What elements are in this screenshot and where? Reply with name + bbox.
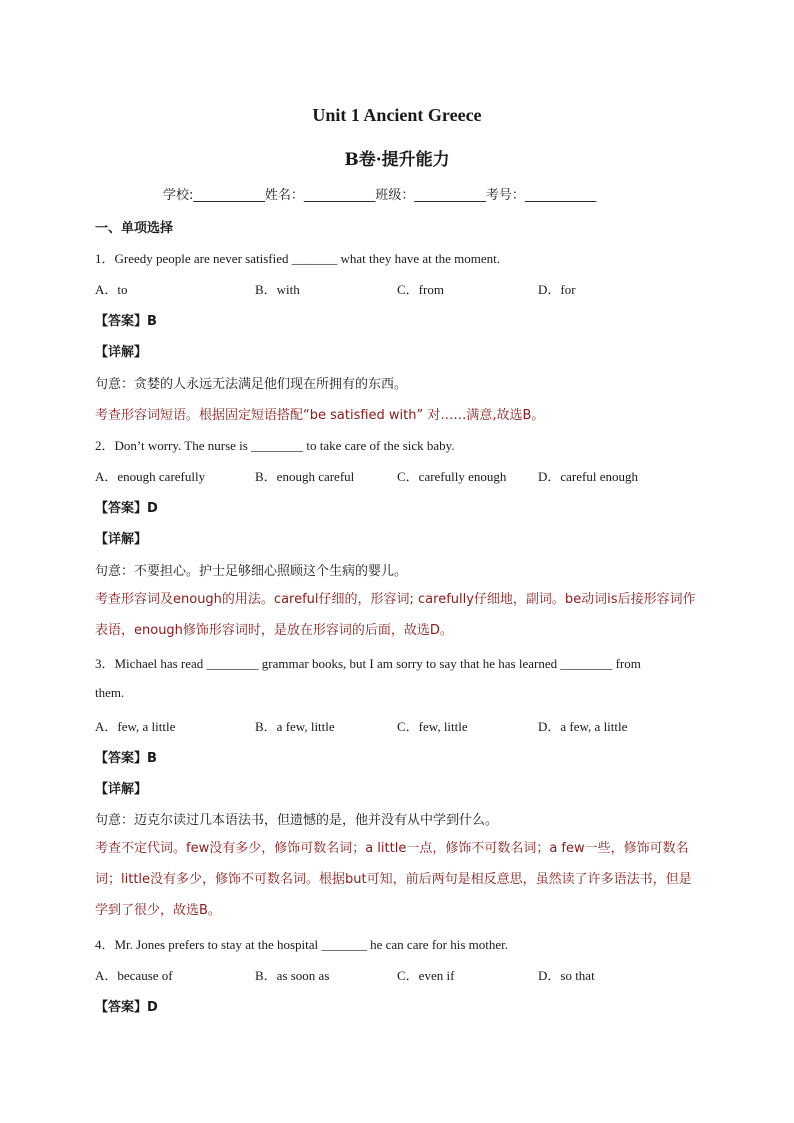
question-3-stem-line-2: them.	[95, 685, 125, 700]
question-4-answer	[95, 996, 158, 1015]
question-2-answer	[95, 497, 158, 516]
question-1-meaning: 句意：贪婪的人永远无法满足他们现在所拥有的东西。	[95, 377, 408, 392]
question-4-stem: 4．Mr. Jones prefers to stay at the hospital _______ he can care for his mother.	[95, 937, 509, 952]
question-3-stem-line-1: 3．Michael has read ________ grammar books, but I am sorry to say that he has learned ________ from	[95, 656, 641, 671]
question-3-answer-text: 【答案】B	[95, 751, 157, 766]
question-3-meaning: 句意：迈克尔读过几本语法书，但遗憾的是，他并没有从中学到什么。	[95, 813, 499, 828]
question-3-option-b: B．a few, little	[255, 719, 335, 734]
question-1-option-d: D．for	[538, 282, 576, 297]
question-1-detail-label: 【详解】	[95, 345, 148, 360]
question-3-detail-label: 【详解】	[95, 782, 148, 797]
question-1-option-a: A．to	[95, 282, 128, 297]
question-2-answer-text: 【答案】D	[95, 501, 158, 516]
question-3-answer	[95, 747, 157, 766]
question-4-option-a: A．because of	[95, 968, 173, 983]
question-2-stem: 2．Don’t worry. The nurse is ________ to take care of the sick baby.	[95, 438, 455, 453]
question-1-option-b: B．with	[255, 282, 300, 297]
question-1-answer	[95, 310, 157, 329]
question-1-option-c: C．from	[397, 282, 444, 297]
question-2-option-a: A．enough carefully	[95, 469, 206, 484]
question-2-detail-label: 【详解】	[95, 532, 148, 547]
student-info-line: 学校:___________姓名：___________班级：___________考号：___________	[163, 188, 597, 203]
question-2-option-d: D．careful enough	[538, 469, 638, 484]
question-4-answer-text: 【答案】D	[95, 1000, 158, 1015]
question-2-option-b: B．enough careful	[255, 469, 355, 484]
page-subtitle: B卷·提升能力	[344, 150, 450, 170]
question-2-option-c: C．carefully enough	[397, 469, 507, 484]
question-3-explanation: 考查不定代词。few没有多少，修饰可数名词；a little一点，修饰不可数名词；a few一些，修饰可数名词；little没有多少，修饰不可数名词。根据but可知，前后两句是相反意思，虽然读了许多语法书，但是学到了很少，故选B。	[95, 841, 692, 918]
question-4-option-b: B．as soon as	[255, 968, 330, 983]
question-3-option-d: D．a few, a little	[538, 719, 628, 734]
question-2-explanation: 考查形容词及enough的用法。careful仔细的，形容词; carefully仔细地，副词。be动词is后接形容词作表语，enough修饰形容词时，是放在形容词的后面，故选D。	[95, 592, 696, 638]
question-1-answer-text: 【答案】B	[95, 314, 157, 329]
question-4-option-d: D．so that	[538, 968, 595, 983]
question-3-option-c: C．few, little	[397, 719, 468, 734]
question-2-meaning: 句意：不要担心。护士足够细心照顾这个生病的婴儿。	[95, 564, 408, 579]
question-1-stem: 1．Greedy people are never satisfied _______ what they have at the moment.	[95, 251, 501, 266]
section-heading: 一、单项选择	[95, 221, 174, 236]
page-title: Unit 1 Ancient Greece	[312, 105, 482, 125]
question-1-explanation: 考查形容词短语。根据固定短语搭配“be satisfied with” 对……满意,故选B。	[95, 408, 545, 423]
question-3-option-a: A．few, a little	[95, 719, 176, 734]
question-4-option-c: C．even if	[397, 968, 455, 983]
